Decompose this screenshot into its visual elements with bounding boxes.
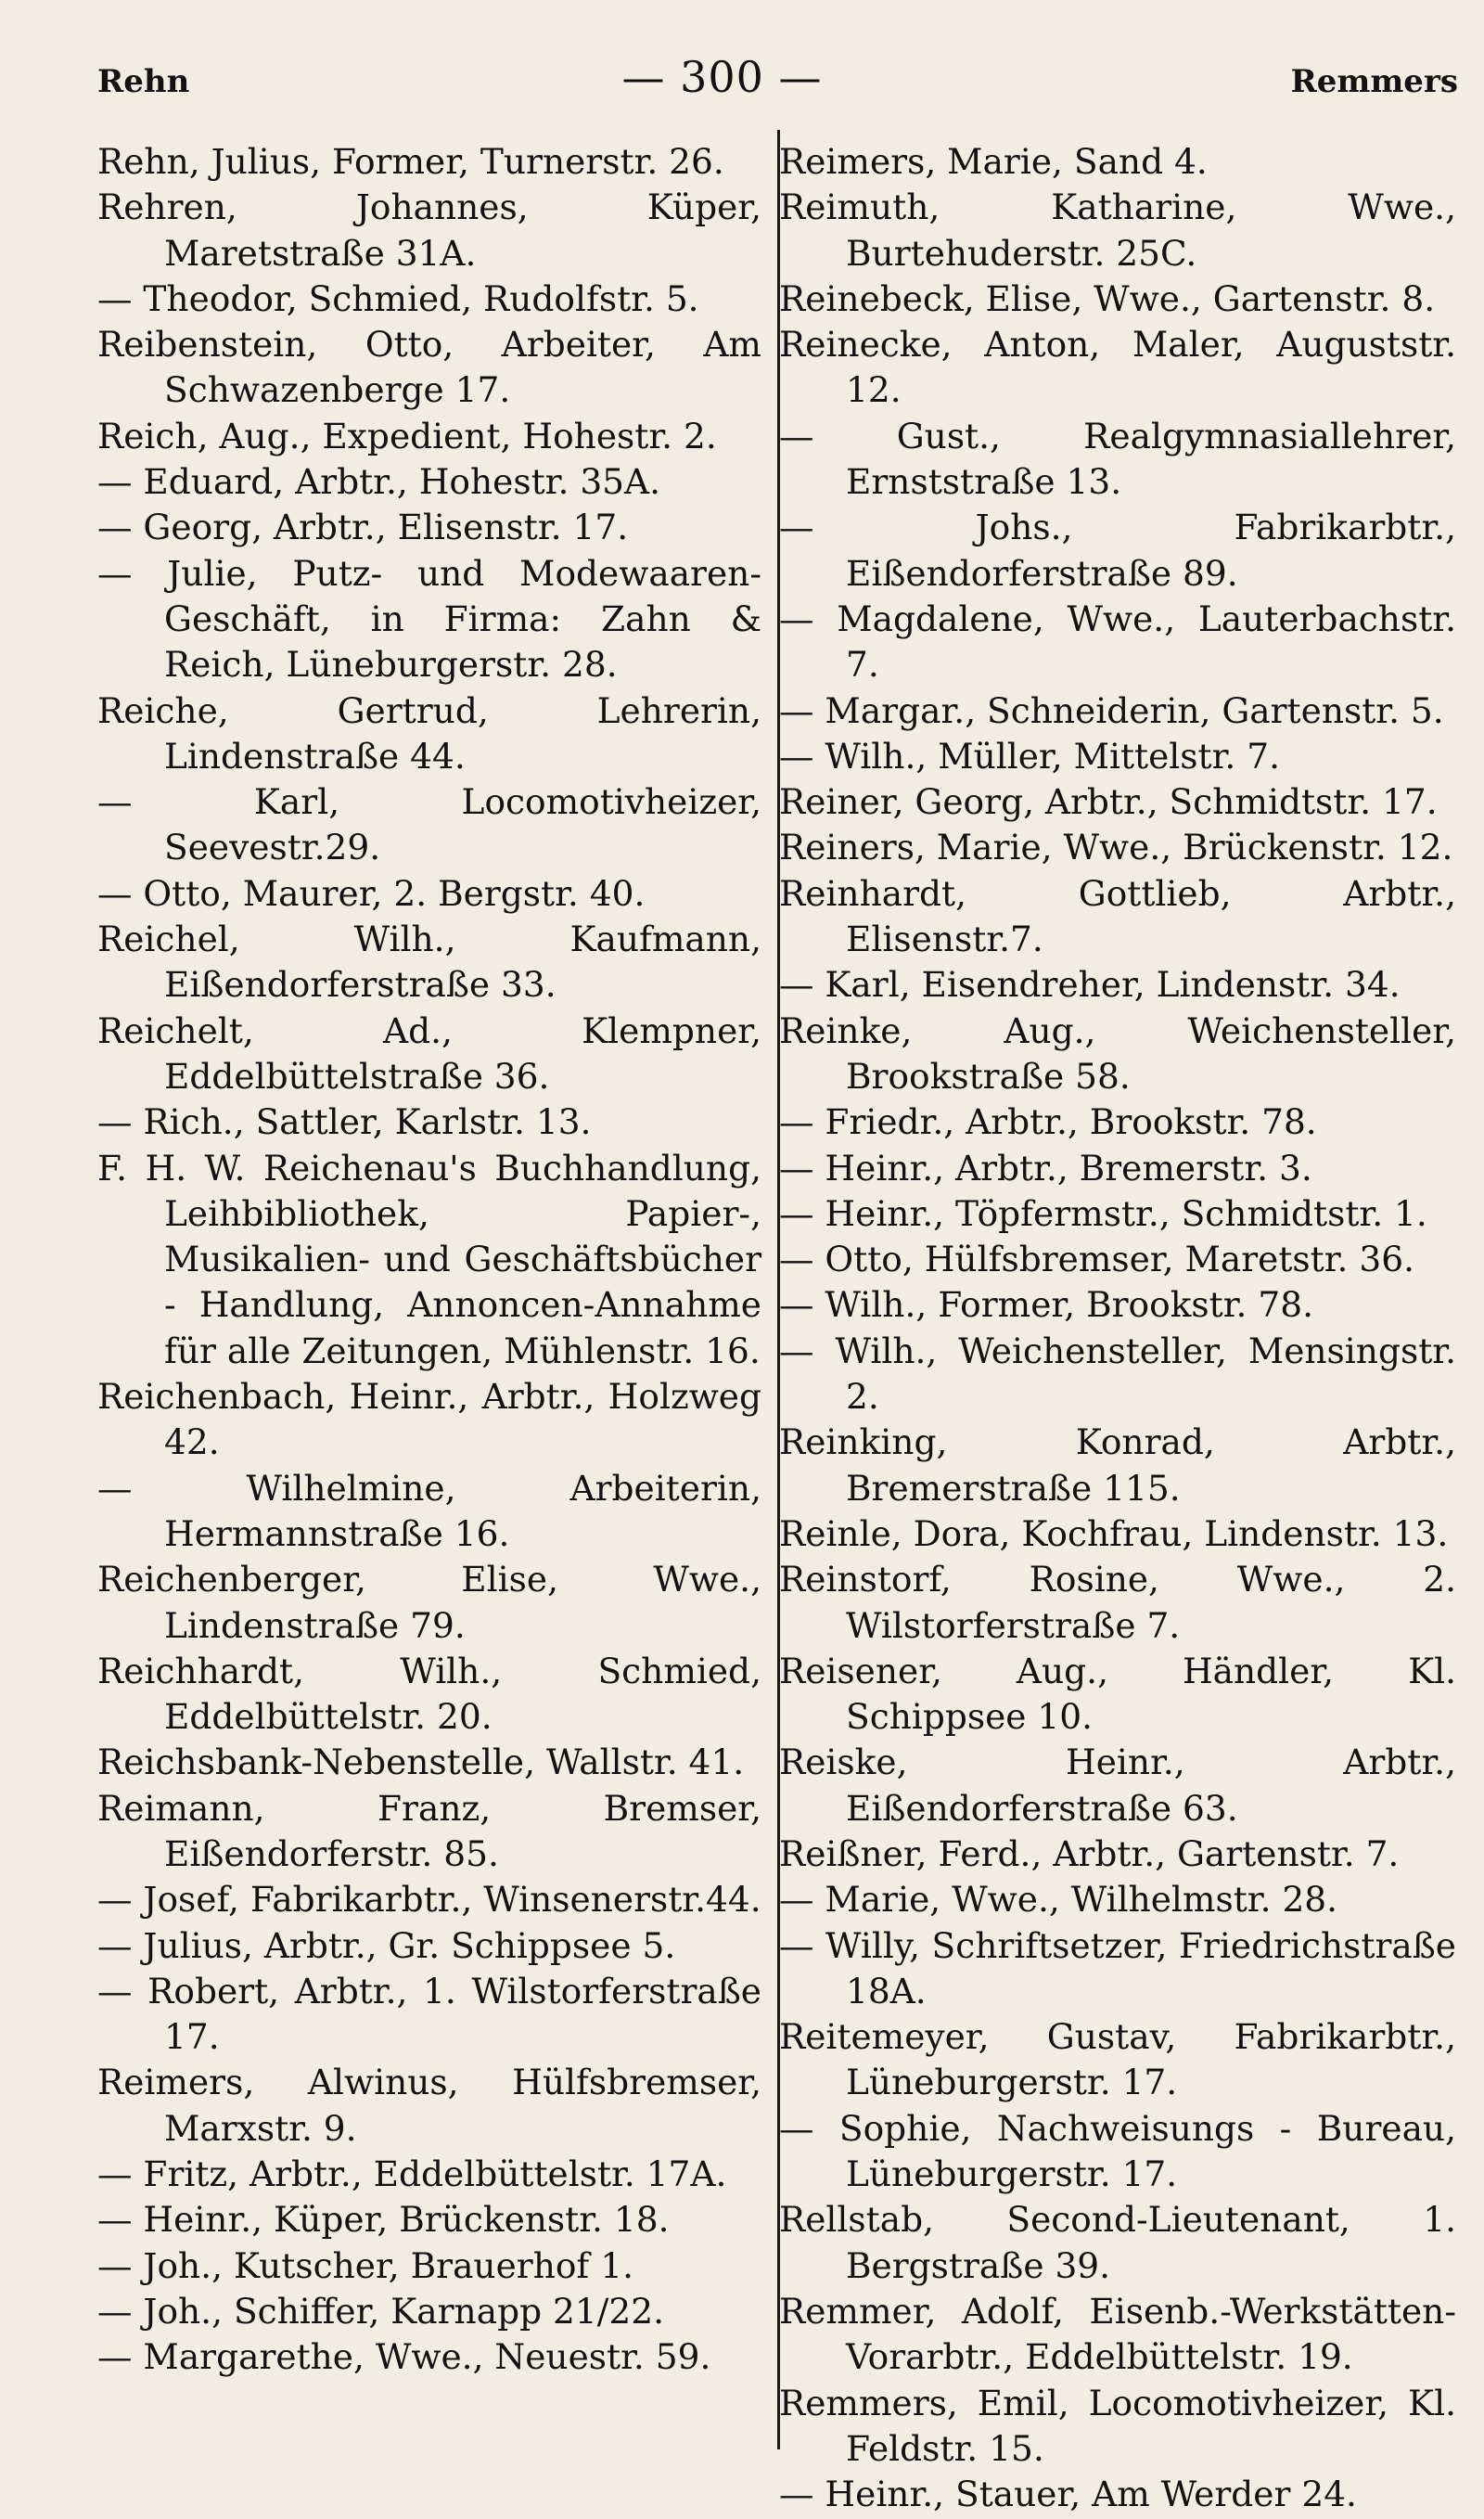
- directory-entry: — Heinr., Arbtr., Bremerstr. 3.: [779, 1147, 1312, 1189]
- header-left-keyword: Rehn: [97, 63, 190, 100]
- directory-entry: Reinking, Konrad, Arbtr., Bremerstraße 115.: [779, 1421, 1456, 1509]
- directory-entry: — Margar., Schneiderin, Gartenstr. 5.: [779, 689, 1444, 731]
- directory-entry: — Wilh., Müller, Mittelstr. 7.: [779, 735, 1281, 777]
- directory-entry: — Heinr., Töpfermstr., Schmidtstr. 1.: [779, 1192, 1427, 1234]
- directory-entry: Reichhardt, Wilh., Schmied, Eddelbüttelstr. 20.: [97, 1650, 761, 1738]
- directory-entry: Remmer, Adolf, Eisenb.-Werkstätten-Vorarbtr., Eddelbüttelstr. 19.: [779, 2290, 1456, 2378]
- directory-entry: — Wilhelmine, Arbeiterin, Hermannstraße 16.: [97, 1467, 761, 1554]
- right-column: [779, 139, 1456, 2517]
- directory-entry: Reinke, Aug., Weichensteller, Brookstraße 58.: [779, 1009, 1456, 1097]
- directory-entry: Reinstorf, Rosine, Wwe., 2. Wilstorferstraße 7.: [779, 1559, 1456, 1646]
- directory-entry: Reichenbach, Heinr., Arbtr., Holzweg 42.: [97, 1376, 761, 1463]
- directory-entry: — Marie, Wwe., Wilhelmstr. 28.: [779, 1879, 1338, 1921]
- directory-entry: Reitemeyer, Gustav, Fabrikarbtr., Lüneburgerstr. 17.: [779, 2016, 1456, 2103]
- directory-entry: — Friedr., Arbtr., Brookstr. 78.: [779, 1101, 1317, 1143]
- directory-entry: Reiners, Marie, Wwe., Brückenstr. 12.: [779, 827, 1453, 868]
- directory-entry: — Julie, Putz- und Modewaaren-Geschäft, in Firma: Zahn & Reich, Lüneburgerstr. 28.: [97, 552, 761, 686]
- directory-entry: — Heinr., Stauer, Am Werder 24.: [779, 2474, 1357, 2515]
- directory-entry: Reißner, Ferd., Arbtr., Gartenstr. 7.: [779, 1832, 1400, 1874]
- left-column: [97, 139, 761, 2381]
- header-right-keyword: Remmers: [1290, 63, 1458, 100]
- directory-entry: — Eduard, Arbtr., Hohestr. 35A.: [97, 461, 661, 503]
- directory-entry: — Otto, Hülfsbremser, Maretstr. 36.: [779, 1239, 1414, 1280]
- directory-entry: — Theodor, Schmied, Rudolfstr. 5.: [97, 277, 699, 319]
- directory-entry: — Magdalene, Wwe., Lauterbachstr. 7.: [779, 598, 1456, 686]
- directory-entry: — Gust., Realgymnasiallehrer, Ernststraße 13.: [779, 415, 1456, 503]
- directory-entry: F. H. W. Reichenau's Buchhandlung, Leihbibliothek, Papier-, Musikalien- und Geschäftsbücher - Handlung, Annoncen-Annahme für alle Zeitungen, Mühlenstr. 16.: [97, 1147, 761, 1371]
- directory-entry: Rehn, Julius, Former, Turnerstr. 26.: [97, 141, 724, 182]
- directory-entry: — Margarethe, Wwe., Neuestr. 59.: [97, 2336, 711, 2378]
- directory-entry: Reimann, Franz, Bremser, Eißendorferstr. 85.: [97, 1787, 761, 1874]
- directory-entry: Remmers, Emil, Locomotivheizer, Kl. Feldstr. 15.: [779, 2382, 1456, 2469]
- directory-entry: — Georg, Arbtr., Elisenstr. 17.: [97, 507, 629, 548]
- directory-entry: Rellstab, Second-Lieutenant, 1. Bergstraße 39.: [779, 2199, 1456, 2286]
- directory-entry: Reinhardt, Gottlieb, Arbtr., Elisenstr.7.: [779, 872, 1456, 960]
- directory-entry: Reichelt, Ad., Klempner, Eddelbüttelstraße 36.: [97, 1009, 761, 1097]
- directory-entry: Reinle, Dora, Kochfrau, Lindenstr. 13.: [779, 1512, 1449, 1554]
- directory-entry: Reichel, Wilh., Kaufmann, Eißendorferstraße 33.: [97, 919, 761, 1006]
- directory-entry: — Fritz, Arbtr., Eddelbüttelstr. 17A.: [97, 2153, 727, 2195]
- directory-entry: — Wilh., Former, Brookstr. 78.: [779, 1284, 1314, 1326]
- directory-entry: Reimuth, Katharine, Wwe., Burtehuderstr. 25C.: [779, 186, 1456, 274]
- directory-entry: Reich, Aug., Expedient, Hohestr. 2.: [97, 415, 717, 456]
- page-header: [97, 48, 1458, 113]
- directory-entry: Reisener, Aug., Händler, Kl. Schippsee 10.: [779, 1650, 1456, 1738]
- directory-entry: — Otto, Maurer, 2. Bergstr. 40.: [97, 872, 646, 914]
- directory-entry: — Joh., Schiffer, Karnapp 21/22.: [97, 2290, 664, 2332]
- directory-entry: Reinebeck, Elise, Wwe., Gartenstr. 8.: [779, 277, 1436, 319]
- directory-entry: — Robert, Arbtr., 1. Wilstorferstraße 17.: [97, 1970, 761, 2058]
- directory-entry: — Rich., Sattler, Karlstr. 13.: [97, 1101, 592, 1143]
- directory-entry: Reimers, Marie, Sand 4.: [779, 141, 1208, 182]
- directory-entry: — Joh., Kutscher, Brauerhof 1.: [97, 2244, 634, 2286]
- directory-entry: — Wilh., Weichensteller, Mensingstr. 2.: [779, 1330, 1456, 1418]
- directory-entry: Reiche, Gertrud, Lehrerin, Lindenstraße 44.: [97, 689, 761, 777]
- directory-entry: Reimers, Alwinus, Hülfsbremser, Marxstr. 9.: [97, 2062, 761, 2149]
- directory-entry: — Willy, Schriftsetzer, Friedrichstraße 18A.: [779, 1924, 1456, 2011]
- directory-entry: Reiske, Heinr., Arbtr., Eißendorferstraße 63.: [779, 1741, 1456, 1829]
- directory-entry: Reichsbank-Nebenstelle, Wallstr. 41.: [97, 1741, 745, 1783]
- directory-entry: — Karl, Eisendreher, Lindenstr. 34.: [779, 964, 1401, 1006]
- directory-entry: Reichenberger, Elise, Wwe., Lindenstraße 79.: [97, 1559, 761, 1646]
- directory-entry: — Sophie, Nachweisungs - Bureau, Lüneburgerstr. 17.: [779, 2107, 1456, 2195]
- directory-entry: — Heinr., Küper, Brückenstr. 18.: [97, 2199, 670, 2241]
- directory-entry: — Josef, Fabrikarbtr., Winsenerstr.44.: [97, 1879, 761, 1921]
- directory-entry: Reinecke, Anton, Maler, Auguststr. 12.: [779, 324, 1456, 411]
- page-number: — 300 —: [621, 52, 823, 102]
- directory-entry: — Julius, Arbtr., Gr. Schippsee 5.: [97, 1924, 676, 1966]
- directory-entry: — Karl, Locomotivheizer, Seevestr.29.: [97, 781, 761, 868]
- directory-entry: Reiner, Georg, Arbtr., Schmidtstr. 17.: [779, 781, 1438, 823]
- directory-entry: Rehren, Johannes, Küper, Maretstraße 31A.: [97, 186, 761, 274]
- directory-entry: Reibenstein, Otto, Arbeiter, Am Schwazenberge 17.: [97, 324, 761, 411]
- directory-entry: — Johs., Fabrikarbtr., Eißendorferstraße 89.: [779, 507, 1456, 594]
